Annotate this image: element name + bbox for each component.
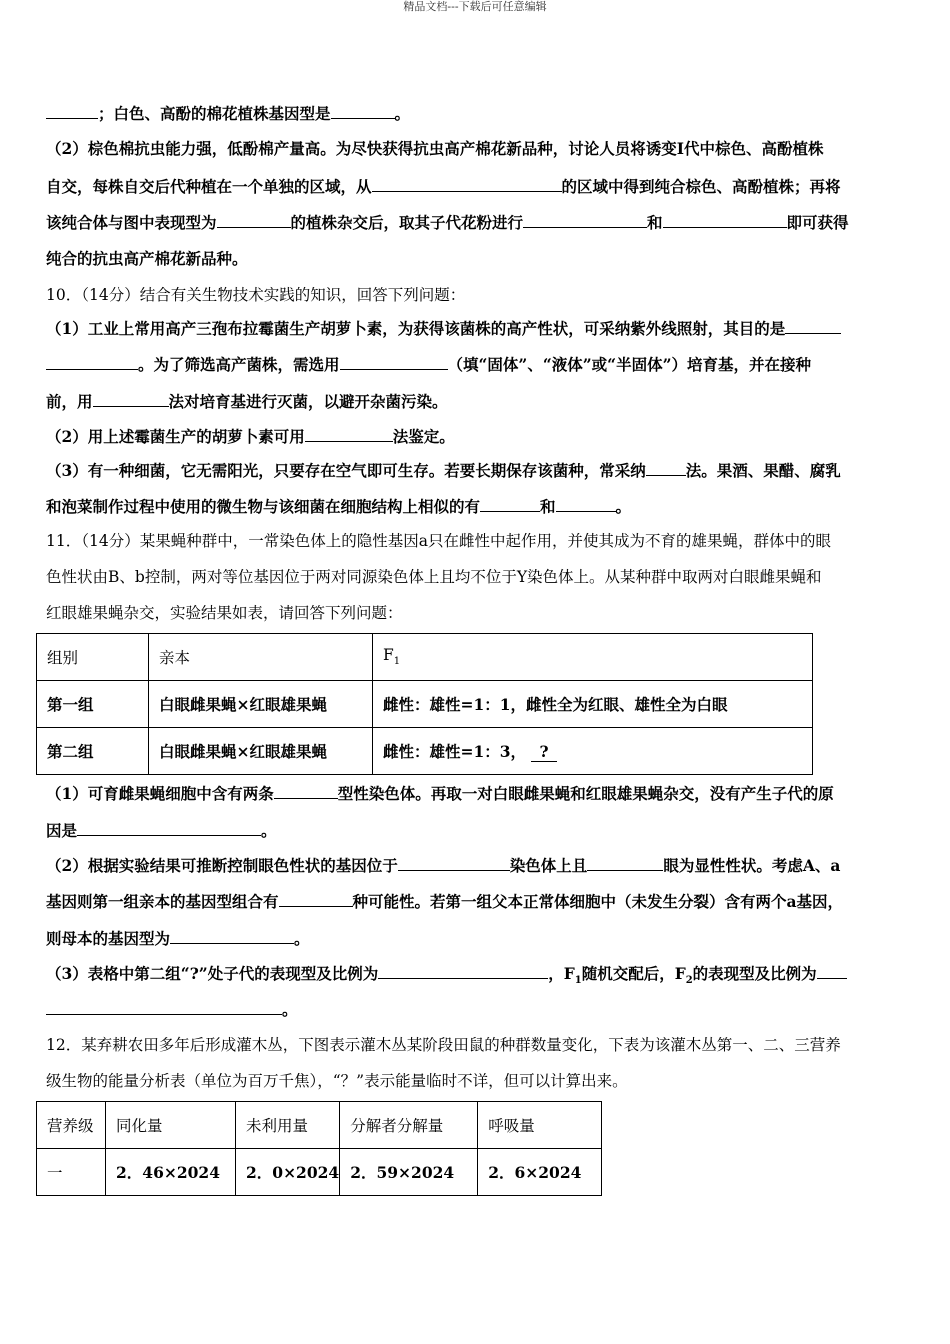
text-line: （1）可育雌果蝇细胞中含有两条 型性染色体。再取一对白眼雌果蝇和红眼雄果蝇杂交，没有产生子代的原 — [46, 784, 834, 803]
table-cell: 一 — [37, 1149, 106, 1196]
table-header-row — [37, 634, 813, 681]
answer-blank[interactable] — [217, 212, 291, 228]
table-header-cell: 分解者分解量 — [340, 1102, 478, 1149]
text-line: 该纯合体与图中表现型为 的植株杂交后，取其子代花粉进行 和 即可获得 — [46, 213, 849, 232]
answer-blank[interactable] — [77, 820, 261, 836]
answer-blank[interactable] — [646, 460, 686, 476]
answer-blank[interactable] — [398, 855, 510, 871]
table-cell: 2．59×2024 — [340, 1149, 478, 1196]
unknown-blank[interactable]: ? — [531, 742, 556, 762]
text-line: （2）棕色棉抗虫能力强，低酚棉产量高。为尽快获得抗虫高产棉花新品种，讨论人员将诱变Ⅰ代中棕色、高酚植株 — [46, 139, 824, 158]
text-line: （3）表格中第二组“?”处子代的表现型及比例为 ，$F_1$随机交配后，$F_2$的表现型及比例为 — [46, 963, 847, 991]
table-cell: 雌性：雄性=1：1，雌性全为红眼、雄性全为白眼 — [373, 681, 813, 728]
cross-results-table — [36, 633, 813, 775]
page-header: 精品文档---下载后可任意编辑 — [403, 0, 547, 13]
table-cell: 第二组 — [37, 728, 149, 775]
question-12-heading: 12．某弃耕农田多年后形成灌木丛，下图表示灌木丛某阶段田鼠的种群数量变化，下表为该灌木丛第一、二、三营养 — [46, 1036, 841, 1054]
answer-blank[interactable] — [556, 496, 616, 512]
answer-blank[interactable] — [587, 855, 663, 871]
question-11-heading: 11．（14分）某果蝇种群中，一常染色体上的隐性基因a只在雌性中起作用，并使其成为不育的雄果蝇，群体中的眼 — [46, 532, 831, 550]
table-row — [37, 728, 813, 775]
table-header-cell: 营养级 — [37, 1102, 106, 1149]
table-cell: 雌性：雄性=1：3， ? — [373, 728, 813, 775]
table-cell: 白眼雌果蝇×红眼雄果蝇 — [149, 728, 373, 775]
question-10-heading: 10．（14分）结合有关生物技术实践的知识，回答下列问题： — [46, 286, 466, 304]
answer-blank[interactable] — [46, 103, 98, 119]
table-cell: 2．6×2024 — [478, 1149, 602, 1196]
text-line: （2）根据实验结果可推断控制眼色性状的基因位于 染色体上且 眼为显性性状。考虑A、a — [46, 856, 841, 875]
answer-blank[interactable] — [480, 496, 540, 512]
text-line: 前，用 法对培育基进行灭菌，以避开杂菌污染。 — [46, 392, 448, 411]
text-line: 。 — [46, 999, 298, 1020]
table-header-cell: 未利用量 — [236, 1102, 340, 1149]
answer-line-1: ；白色、高酚的棉花植株基因型是 。 — [46, 103, 410, 124]
text-line: 红眼雄果蝇杂交，实验结果如表，请回答下列问题： — [46, 604, 403, 622]
answer-blank[interactable] — [372, 176, 562, 192]
text-line: 因是 。 — [46, 821, 277, 840]
answer-blank[interactable] — [817, 963, 847, 979]
table-header-row — [37, 1102, 602, 1149]
table-cell: 2．0×2024 — [236, 1149, 340, 1196]
text-line: 纯合的抗虫高产棉花新品种。 — [46, 249, 248, 268]
answer-blank[interactable] — [523, 212, 647, 228]
table-header-cell: $F_1$ — [373, 634, 813, 681]
table-cell: 2．46×2024 — [106, 1149, 236, 1196]
answer-blank[interactable] — [305, 426, 393, 442]
text-line: 。为了筛选高产菌株，需选用 （填“固体”、“液体”或“半固体”）培育基，并在接种 — [46, 354, 811, 375]
table-row — [37, 1149, 602, 1196]
table-cell: 第一组 — [37, 681, 149, 728]
table-row — [37, 681, 813, 728]
answer-blank[interactable] — [279, 891, 353, 907]
answer-blank[interactable] — [331, 103, 395, 119]
text-line: 自交，每株自交后代种植在一个单独的区域，从 的区域中得到纯合棕色、高酚植株；再将 — [46, 177, 841, 196]
text-line: 则母本的基因型为 。 — [46, 929, 310, 948]
answer-blank[interactable] — [93, 391, 169, 407]
table-cell: 白眼雌果蝇×红眼雄果蝇 — [149, 681, 373, 728]
answer-blank[interactable] — [274, 783, 338, 799]
table-header-cell: 呼吸量 — [478, 1102, 602, 1149]
answer-blank[interactable] — [785, 318, 841, 334]
answer-blank[interactable] — [46, 354, 138, 370]
table-header-cell: 同化量 — [106, 1102, 236, 1149]
table-header-cell: 组别 — [37, 634, 149, 681]
text-line: 色性状由B、b控制，两对等位基因位于两对同源染色体上且均不位于Y染色体上。从某种群中取两对白眼雌果蝇和 — [46, 568, 822, 586]
table-header-cell: 亲本 — [149, 634, 373, 681]
answer-blank[interactable] — [340, 354, 448, 370]
text-line: 和泡菜制作过程中使用的微生物与该细菌在细胞结构上相似的有 和 。 — [46, 497, 632, 516]
answer-blank[interactable] — [663, 212, 787, 228]
answer-blank[interactable] — [378, 963, 548, 979]
answer-blank[interactable] — [46, 999, 282, 1015]
energy-analysis-table — [36, 1101, 602, 1196]
text-line: （2）用上述霉菌生产的胡萝卜素可用 法鉴定。 — [46, 427, 455, 446]
text-line: （1）工业上常用高产三孢布拉霉菌生产胡萝卜素，为获得该菌株的高产性状，可采纳紫外线照射，其目的是 — [46, 318, 841, 339]
text-line: （3）有一种细菌，它无需阳光，只要存在空气即可生存。若要长期保存该菌种，常采纳 法。果酒、果醋、腐乳 — [46, 461, 841, 480]
answer-blank[interactable] — [170, 928, 294, 944]
text-line: 基因则第一组亲本的基因型组合有 种可能性。若第一组父本正常体细胞中（未发生分裂）含有两个a基因， — [46, 892, 844, 911]
text-line: 级生物的能量分析表（单位为百万千焦），“？”表示能量临时不详，但可以计算出来。 — [46, 1072, 628, 1090]
